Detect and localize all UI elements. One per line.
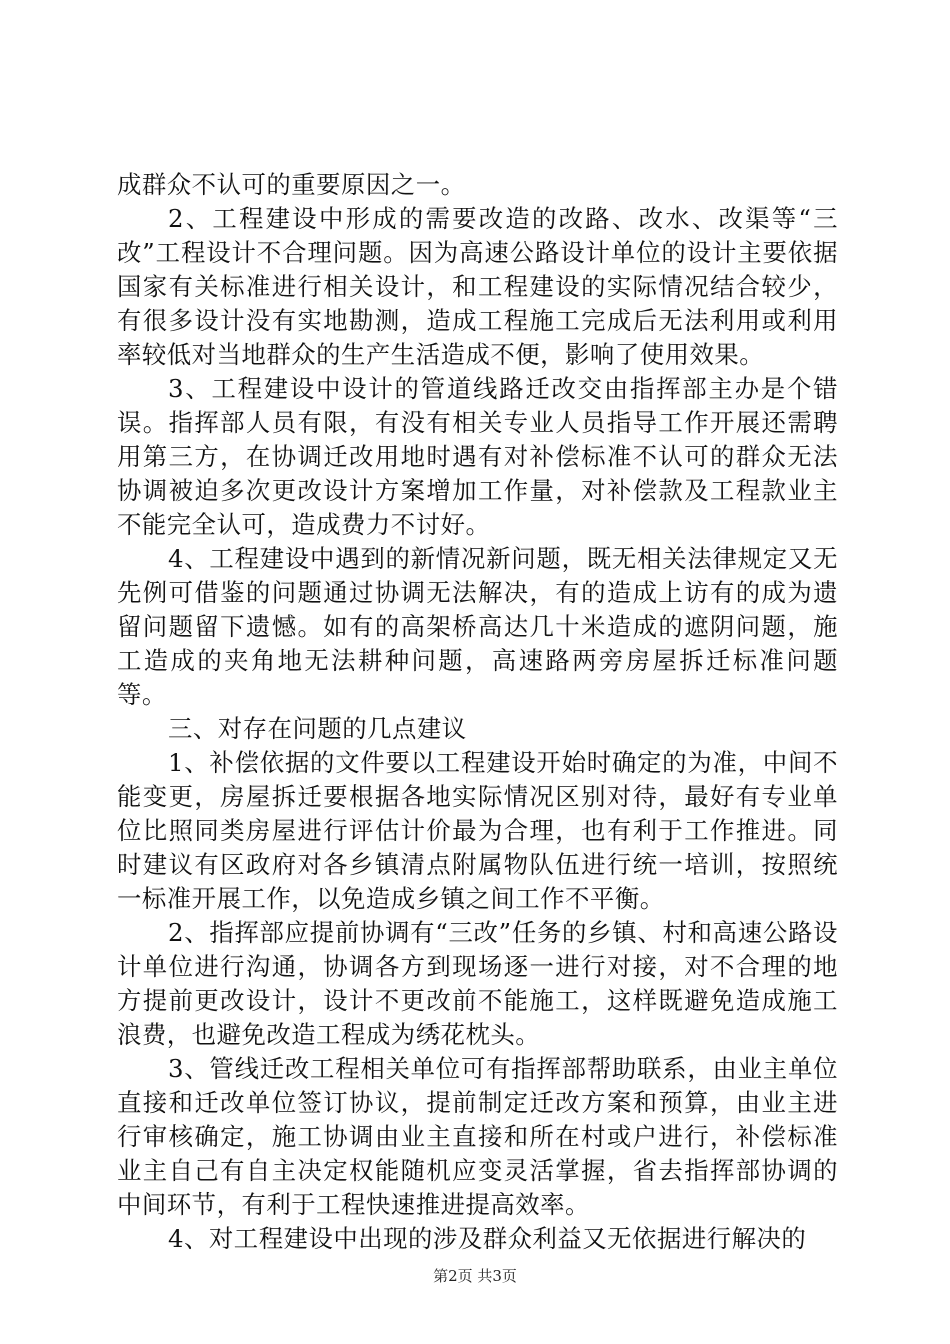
- document-body: [117, 168, 838, 1256]
- paragraph-1: 成群众不认可的重要原因之一。: [117, 170, 466, 199]
- paragraph-3: 3、工程建设中设计的管道线路迁改交由指挥部主办是个错误。指挥部人员有限，有没有相关专业人员指导工作开展还需聘用第三方，在协调迁改用地时遇有对补偿标准不认可的群众无法协调被迫多次更改设计方案增加工作量，对补偿款及工程款业主不能完全认可，造成费力不讨好。: [117, 374, 838, 539]
- paragraph-8: 3、管线迁改工程相关单位可有指挥部帮助联系，由业主单位直接和迁改单位签订协议，提前制定迁改方案和预算，由业主进行审核确定，施工协调由业主直接和所在村或户进行，补偿标准业主自己有自主决定权能随机应变灵活掌握，省去指挥部协调的中间环节，有利于工程快速推进提高效率。: [117, 1054, 838, 1219]
- paragraph-2: 2、工程建设中形成的需要改造的改路、改水、改渠等“三改”工程设计不合理问题。因为高速公路设计单位的设计主要依据国家有关标准进行相关设计，和工程建设的实际情况结合较少，有很多设计没有实地勘测，造成工程施工完成后无法利用或利用率较低对当地群众的生产生活造成不便，影响了使用效果。: [117, 204, 838, 369]
- paragraph-6: 1、补偿依据的文件要以工程建设开始时确定的为准，中间不能变更，房屋拆迁要根据各地实际情况区别对待，最好有专业单位比照同类房屋进行评估计价最为合理，也有利于工作推进。同时建议有区政府对各乡镇清点附属物队伍进行统一培训，按照统一标准开展工作，以免造成乡镇之间工作不平衡。: [117, 748, 838, 913]
- paragraph-7: 2、指挥部应提前协调有“三改”任务的乡镇、村和高速公路设计单位进行沟通，协调各方到现场逐一进行对接，对不合理的地方提前更改设计，设计不更改前不能施工，这样既避免造成施工浪费，也避免改造工程成为绣花枕头。: [117, 918, 838, 1049]
- paragraph-4: 4、工程建设中遇到的新情况新问题，既无相关法律规定又无先例可借鉴的问题通过协调无法解决，有的造成上访有的成为遗留问题留下遗憾。如有的高架桥高达几十米造成的遮阴问题，施工造成的夹角地无法耕种问题，高速路两旁房屋拆迁标准问题等。: [117, 544, 838, 709]
- page-footer: 第2页 共3页: [433, 1267, 517, 1285]
- paragraph-9: 4、对工程建设中出现的涉及群众利益又无依据进行解决的: [168, 1224, 807, 1253]
- section-heading: 三、对存在问题的几点建议: [168, 714, 467, 743]
